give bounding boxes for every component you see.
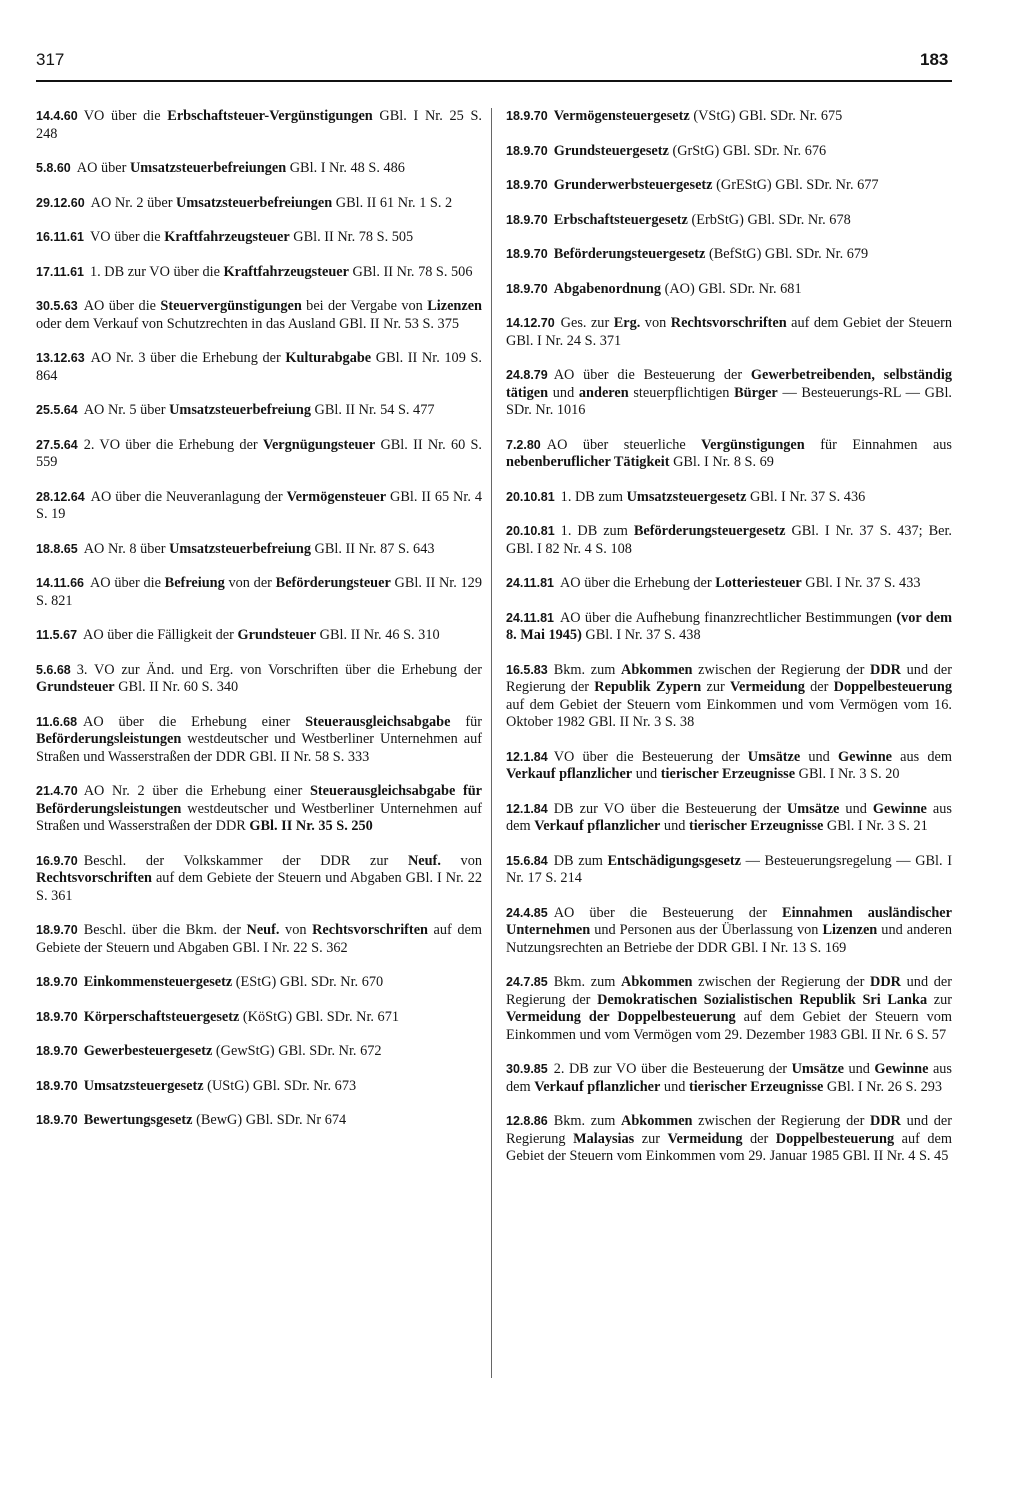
entry-keyword: tierischer Erzeugnisse bbox=[688, 1078, 824, 1095]
entry-text: DB zum bbox=[553, 852, 608, 869]
entry-date: 18.9.70 bbox=[36, 975, 78, 989]
entry-keyword: Neuf. bbox=[407, 852, 441, 869]
entry-text: GBl. I Nr. 37 S. 436 bbox=[746, 488, 866, 505]
entry-text: und der Regierung bbox=[506, 1113, 952, 1147]
law-entry bbox=[36, 853, 482, 906]
entry-date: 30.5.63 bbox=[36, 299, 78, 313]
entry-text: GBl. I Nr. 48 S. 486 bbox=[286, 160, 405, 176]
entry-text: westdeutscher und Westberliner Unternehmen auf Straßen und Wasserstraßen der DDR bbox=[36, 800, 482, 834]
entry-date: 29.12.60 bbox=[36, 195, 85, 210]
law-entry bbox=[506, 437, 952, 472]
entry-text: AO über die Besteuerung der bbox=[553, 904, 783, 921]
entry-date: 18.9.70 bbox=[36, 1009, 78, 1024]
entry-keyword: Kulturabgabe bbox=[285, 350, 372, 366]
entry-text: AO über die bbox=[89, 575, 165, 591]
entry-keyword: nebenberuflicher Tätigkeit bbox=[506, 454, 670, 470]
entry-date: 15.6.84 bbox=[506, 853, 548, 868]
law-entry bbox=[506, 1113, 952, 1166]
entry-text: von der bbox=[224, 575, 276, 591]
entry-keyword: Steuerausgleichsabgabe bbox=[305, 713, 451, 730]
entry-text: GBl. II Nr. 78 S. 505 bbox=[289, 229, 414, 245]
law-entry bbox=[36, 627, 482, 645]
entry-keyword: Vermeidung bbox=[667, 1130, 743, 1147]
law-entry bbox=[506, 662, 952, 732]
entry-text: 2. VO über die Erhebung der bbox=[83, 436, 263, 453]
entry-text: Beschl. über die Bkm. der bbox=[83, 922, 247, 938]
entry-keyword: Beförderungsteuergesetz bbox=[633, 523, 786, 539]
entry-text: aus dem bbox=[506, 800, 952, 834]
entry-keyword: Beförderungsteuergesetz bbox=[553, 246, 706, 262]
entry-date: 18.9.70 bbox=[506, 247, 548, 261]
law-entry bbox=[506, 212, 952, 230]
entry-text: zwischen der Regierung der bbox=[692, 974, 871, 990]
entry-date: 18.8.65 bbox=[36, 541, 78, 556]
entry-date: 14.4.60 bbox=[36, 109, 78, 123]
entry-date: 5.6.68 bbox=[36, 662, 71, 677]
entry-text: der bbox=[742, 1130, 776, 1147]
entry-keyword: Vergnügungsteuer bbox=[262, 436, 376, 453]
law-entry bbox=[506, 246, 952, 264]
entry-text: und der Regierung der bbox=[506, 661, 952, 695]
entry-text: und bbox=[839, 800, 873, 817]
entry-text: und bbox=[800, 748, 838, 765]
entry-date: 18.9.70 bbox=[506, 212, 548, 227]
entry-keyword: Kraftfahrzeugsteuer bbox=[164, 229, 290, 245]
entry-text: aus dem bbox=[506, 1061, 952, 1095]
entry-date: 18.9.70 bbox=[36, 1113, 78, 1127]
entry-text: AO über die Aufhebung finanzrechtlicher Bestimmungen bbox=[559, 609, 897, 626]
entry-keyword: Vermeidung der Doppelbesteuerung bbox=[506, 1009, 736, 1025]
entry-date: 16.5.83 bbox=[506, 662, 548, 677]
entry-keyword: Vermögensteuergesetz bbox=[553, 108, 690, 124]
entry-keyword: Umsatzsteuerbefreiung bbox=[169, 402, 311, 418]
entry-text: und der Regierung der bbox=[506, 974, 952, 1008]
entry-text: von bbox=[279, 922, 313, 938]
entry-date: 18.9.70 bbox=[36, 1044, 78, 1058]
law-entry bbox=[506, 610, 952, 645]
entry-keyword: Abgabenordnung bbox=[553, 280, 661, 297]
law-entry bbox=[36, 350, 482, 385]
entry-keyword: Rechtsvorschriften bbox=[36, 870, 152, 886]
entry-keyword: Abkommen bbox=[621, 661, 693, 678]
entry-keyword: Umsatzsteuerbefreiung bbox=[169, 540, 311, 557]
entry-text: (KöStG) GBl. SDr. Nr. 671 bbox=[239, 1008, 400, 1025]
entry-text: zwischen der Regierung der bbox=[692, 1113, 871, 1129]
entry-text: Beschl. der Volkskammer der DDR zur bbox=[83, 852, 408, 869]
law-entry bbox=[36, 489, 482, 524]
entry-text: (GewStG) GBl. SDr. Nr. 672 bbox=[212, 1043, 382, 1059]
entry-keyword: Körperschaftsteuergesetz bbox=[83, 1008, 240, 1025]
entry-text: und Personen aus der Überlassung von bbox=[590, 922, 823, 938]
entry-text: GBl. II Nr. 46 S. 310 bbox=[316, 627, 440, 643]
entry-text: AO über die Besteuerung der bbox=[553, 367, 751, 383]
entry-text: GBl. II Nr. 129 S. 821 bbox=[36, 575, 482, 609]
entry-text: AO über bbox=[76, 160, 130, 176]
page-number-left: 317 bbox=[36, 50, 65, 69]
law-entry bbox=[506, 315, 952, 350]
entry-text: steuerpflichtigen bbox=[628, 384, 735, 401]
entry-text: zwischen der Regierung der bbox=[692, 661, 871, 678]
entry-date: 28.12.64 bbox=[36, 489, 85, 504]
entry-keyword: Grunderwerbsteuergesetz bbox=[553, 177, 713, 193]
entry-keyword: Grundsteuer bbox=[36, 679, 115, 695]
entry-keyword: Einnahmen ausländischer Unternehmen bbox=[506, 904, 952, 938]
entry-date: 24.4.85 bbox=[506, 905, 548, 920]
entry-date: 16.9.70 bbox=[36, 853, 78, 868]
entry-text: und bbox=[660, 818, 689, 834]
page-number-right: 183 bbox=[920, 50, 949, 69]
entry-keyword: Einkommensteuergesetz bbox=[83, 974, 233, 990]
entry-keyword: Abkommen bbox=[621, 974, 693, 990]
entry-keyword: Erbschaftsteuergesetz bbox=[553, 211, 688, 228]
law-entry bbox=[506, 108, 952, 126]
entry-keyword: Verkauf pflanzlicher bbox=[534, 818, 661, 834]
entry-date: 24.7.85 bbox=[506, 975, 548, 989]
entry-date: 18.9.70 bbox=[506, 143, 548, 158]
entry-text: AO Nr. 5 über bbox=[83, 402, 170, 418]
entry-text: und bbox=[632, 766, 661, 782]
law-entry bbox=[506, 575, 952, 593]
entry-keyword: Steuerausgleichsabgabe für Beförderungsleistungen bbox=[36, 783, 482, 817]
entry-text: DB zur VO über die Besteuerung der bbox=[553, 800, 787, 817]
law-entry bbox=[36, 783, 482, 836]
entry-keyword: anderen bbox=[578, 384, 629, 401]
law-entry bbox=[36, 1078, 482, 1096]
entry-keyword: Bürger bbox=[734, 384, 778, 401]
law-entry bbox=[506, 143, 952, 161]
law-entry bbox=[36, 437, 482, 472]
law-entry bbox=[36, 195, 482, 213]
entry-keyword: Lizenzen bbox=[427, 298, 483, 314]
entry-text: auf dem Gebiet der Steuern vom Einkommen und vom Vermögen vom 29. Dezember 1983 GBl. II Nr. 6 S. 57 bbox=[506, 1009, 952, 1043]
entry-keyword: (vor dem 8. Mai 1945) bbox=[506, 609, 952, 643]
entry-keyword: Befreiung bbox=[164, 575, 225, 591]
entry-text: — Besteuerungsregelung — GBl. I Nr. 17 S. 214 bbox=[506, 852, 953, 886]
entry-text: auf dem Gebiet der Steuern vom Einkommen und vom Vermögen vom 16. Oktober 1982 GBl. II Nr. 3 S. 38 bbox=[506, 696, 952, 730]
entry-text: westdeutscher und Westberliner Unternehmen auf Straßen und Wasserstraßen der DDR GBl. II Nr. 58 S. 333 bbox=[36, 731, 482, 765]
law-entry bbox=[36, 1009, 482, 1027]
law-entry bbox=[506, 281, 952, 299]
law-entry bbox=[506, 489, 952, 507]
entry-text: und anderen Nutzungsrechten an Betriebe der DDR GBl. I Nr. 13 S. 169 bbox=[506, 922, 953, 956]
entry-keyword: Vermeidung bbox=[729, 679, 805, 695]
law-entry bbox=[506, 367, 952, 420]
entry-text: 1. DB zur VO über die bbox=[89, 263, 224, 280]
entry-date: 18.9.70 bbox=[506, 178, 548, 192]
law-entry bbox=[36, 108, 482, 143]
header-rule bbox=[36, 80, 952, 82]
entry-date: 14.12.70 bbox=[506, 316, 555, 330]
entry-text: (ErbStG) GBl. SDr. Nr. 678 bbox=[687, 211, 851, 228]
entry-keyword: Vermögensteuer bbox=[286, 488, 387, 505]
entry-keyword: Gewerbesteuergesetz bbox=[83, 1043, 213, 1059]
law-entry bbox=[506, 801, 952, 836]
law-entry bbox=[506, 1061, 952, 1096]
entry-date: 18.9.70 bbox=[36, 1078, 78, 1093]
law-entry bbox=[36, 1043, 482, 1061]
entry-date: 20.10.81 bbox=[506, 524, 555, 538]
entry-text: GBl. I Nr. 37 S. 437; Ber. GBl. I 82 Nr. 4 S. 108 bbox=[506, 523, 953, 557]
entry-date: 24.8.79 bbox=[506, 368, 548, 382]
entry-date: 11.5.67 bbox=[36, 628, 78, 642]
entry-text: zur bbox=[927, 991, 952, 1008]
entry-keyword: Umsatzsteuergesetz bbox=[626, 488, 747, 505]
entry-keyword: Beförderungsleistungen bbox=[36, 731, 182, 747]
entry-text: oder dem Verkauf von Schutzrechten in das Ausland GBl. II Nr. 53 S. 375 bbox=[36, 315, 460, 332]
entry-text: von bbox=[440, 852, 482, 869]
entry-date: 13.12.63 bbox=[36, 351, 85, 365]
entry-keyword: Kraftfahrzeugsteuer bbox=[223, 263, 349, 280]
entry-text: AO Nr. 2 über die Erhebung einer bbox=[83, 783, 310, 799]
entry-keyword: DDR bbox=[870, 661, 901, 678]
right-column bbox=[506, 108, 952, 1183]
entry-text: (BewG) GBl. SDr. Nr 674 bbox=[192, 1112, 347, 1128]
entry-keyword: Lizenzen bbox=[822, 922, 878, 938]
entry-date: 16.11.61 bbox=[36, 230, 84, 244]
law-entry bbox=[506, 853, 952, 888]
entry-keyword: tierischer Erzeugnisse bbox=[660, 766, 796, 782]
entry-text: GBl. II Nr. 60 S. 340 bbox=[114, 679, 239, 695]
entry-date: 17.11.61 bbox=[36, 264, 84, 279]
entry-text: (GrStG) GBl. SDr. Nr. 676 bbox=[668, 142, 827, 159]
entry-date: 5.8.60 bbox=[36, 161, 71, 175]
entry-text: GBl. II Nr. 78 S. 506 bbox=[348, 263, 473, 280]
entry-text: AO Nr. 3 über die Erhebung der bbox=[90, 350, 286, 366]
law-entry bbox=[506, 523, 952, 558]
entry-date: 25.5.64 bbox=[36, 403, 78, 417]
entry-text: 1. DB zum bbox=[560, 523, 634, 539]
law-entry bbox=[506, 749, 952, 784]
entry-text: GBl. I Nr. 3 S. 20 bbox=[795, 766, 900, 782]
entry-text: GBl. I Nr. 8 S. 69 bbox=[669, 454, 774, 470]
law-entry bbox=[36, 264, 482, 282]
entry-keyword: GBl. II Nr. 35 S. 250 bbox=[249, 818, 373, 834]
law-entry bbox=[36, 541, 482, 559]
entry-keyword: Erbschaftsteuer-Vergünstigungen bbox=[167, 108, 373, 124]
law-entry bbox=[36, 1112, 482, 1130]
entry-text: VO über die bbox=[89, 229, 165, 245]
law-entry bbox=[36, 298, 482, 333]
entry-date: 18.9.70 bbox=[506, 109, 548, 123]
entry-text: 1. DB zum bbox=[560, 488, 627, 505]
entry-keyword: Umsätze bbox=[747, 748, 801, 765]
entry-text: AO Nr. 2 über bbox=[90, 194, 177, 211]
entry-text: AO über die bbox=[83, 298, 161, 314]
entry-text: AO über die Erhebung einer bbox=[83, 713, 306, 730]
entry-text: VO über die Besteuerung der bbox=[553, 748, 748, 765]
entry-text: GBl. II Nr. 87 S. 643 bbox=[310, 540, 435, 557]
entry-text: GBl. I Nr. 3 S. 21 bbox=[823, 818, 928, 834]
entry-text: AO Nr. 8 über bbox=[83, 540, 170, 557]
entry-text: (VStG) GBl. SDr. Nr. 675 bbox=[689, 108, 843, 124]
entry-keyword: DDR bbox=[870, 974, 901, 990]
law-entry bbox=[36, 575, 482, 610]
entry-keyword: Umsatzsteuerbefreiungen bbox=[129, 160, 287, 176]
entry-text: VO über die bbox=[83, 108, 168, 124]
entry-text: (UStG) GBl. SDr. Nr. 673 bbox=[203, 1077, 357, 1094]
entry-text: GBl. I Nr. 25 S. 248 bbox=[36, 108, 482, 142]
law-entry bbox=[506, 905, 952, 958]
law-entry bbox=[36, 160, 482, 178]
entry-keyword: Doppelbesteuerung bbox=[833, 679, 952, 695]
entry-keyword: Gewerbetreibenden, selbständig tätigen bbox=[506, 367, 953, 401]
entry-keyword: Beförderungsteuer bbox=[275, 575, 391, 591]
entry-keyword: Rechtsvorschriften bbox=[670, 315, 787, 331]
entry-text: und bbox=[660, 1078, 689, 1095]
entry-text: GBl. I Nr. 37 S. 438 bbox=[581, 627, 701, 643]
entry-text: AO über die Fälligkeit der bbox=[83, 627, 238, 643]
entry-text: zur bbox=[701, 679, 730, 695]
entry-text: AO über die Neuveranlagung der bbox=[90, 488, 287, 505]
entry-text: zur bbox=[634, 1130, 668, 1147]
entry-text: bei der Vergabe von bbox=[301, 298, 428, 314]
entry-text: auf dem Gebiet der Steuern GBl. I Nr. 24 S. 371 bbox=[506, 315, 953, 349]
entry-text: (AO) GBl. SDr. Nr. 681 bbox=[661, 280, 802, 297]
entry-text: (EStG) GBl. SDr. Nr. 670 bbox=[232, 974, 384, 990]
entry-text: auf dem Gebiet der Steuern vom Einkommen vom 29. Januar 1985 GBl. II Nr. 4 S. 45 bbox=[506, 1130, 952, 1164]
entry-keyword: Grundsteuer bbox=[237, 627, 317, 643]
entry-text: Bkm. zum bbox=[553, 1113, 622, 1129]
entry-date: 12.8.86 bbox=[506, 1114, 548, 1128]
entry-date: 24.11.81 bbox=[506, 610, 554, 625]
entry-keyword: Gewinne bbox=[872, 800, 927, 817]
entry-date: 20.10.81 bbox=[506, 489, 555, 504]
entry-keyword: Steuervergünstigungen bbox=[160, 298, 302, 314]
entry-date: 30.9.85 bbox=[506, 1062, 548, 1076]
entry-text: Bkm. zum bbox=[553, 974, 622, 990]
entry-text: auf dem Gebiete der Steuern und Abgaben GBl. I Nr. 22 S. 361 bbox=[36, 870, 482, 904]
entry-text: von bbox=[640, 315, 671, 331]
entry-text: GBl. II Nr. 60 S. 559 bbox=[36, 436, 482, 470]
entry-date: 27.5.64 bbox=[36, 437, 78, 452]
entry-text: 2. DB zur VO über die Besteuerung der bbox=[553, 1061, 792, 1077]
entry-keyword: tierischer Erzeugnisse bbox=[688, 818, 824, 834]
entry-keyword: Vergünstigungen bbox=[701, 436, 805, 453]
entry-date: 14.11.66 bbox=[36, 576, 84, 590]
law-entry bbox=[506, 974, 952, 1044]
entry-text: (GrEStG) GBl. SDr. Nr. 677 bbox=[712, 177, 879, 193]
entry-date: 12.1.84 bbox=[506, 749, 548, 764]
entry-keyword: Neuf. bbox=[246, 922, 280, 938]
column-divider bbox=[491, 108, 492, 1378]
law-entry bbox=[36, 662, 482, 697]
entry-text: — Besteuerungs-RL — GBl. SDr. Nr. 1016 bbox=[506, 384, 952, 418]
entry-keyword: Gewinne bbox=[874, 1061, 929, 1077]
entry-text: Ges. zur bbox=[560, 315, 614, 331]
entry-keyword: Verkauf pflanzlicher bbox=[506, 766, 633, 782]
entry-keyword: Bewertungsgesetz bbox=[83, 1112, 193, 1128]
entry-keyword: Grundsteuergesetz bbox=[553, 142, 669, 159]
entry-text: GBl. I Nr. 37 S. 433 bbox=[801, 575, 921, 591]
entry-keyword: Gewinne bbox=[837, 748, 892, 765]
entry-date: 18.9.70 bbox=[506, 281, 548, 296]
entry-text: GBl. I Nr. 26 S. 293 bbox=[823, 1078, 943, 1095]
entry-keyword: Umsatzsteuerbefreiungen bbox=[176, 194, 333, 211]
entry-date: 7.2.80 bbox=[506, 437, 541, 452]
entry-text: für Einnahmen aus bbox=[804, 436, 952, 453]
entry-keyword: Umsatzsteuergesetz bbox=[83, 1077, 204, 1094]
entry-text: GBl. II Nr. 109 S. 864 bbox=[36, 350, 482, 384]
entry-text: für bbox=[450, 713, 483, 730]
entry-keyword: Abkommen bbox=[621, 1113, 693, 1129]
entry-keyword: DDR bbox=[870, 1113, 901, 1129]
entry-keyword: Lotteriesteuer bbox=[715, 575, 802, 591]
entry-text: AO über die Erhebung der bbox=[559, 575, 716, 591]
entry-text: der bbox=[804, 679, 834, 695]
entry-text: (BefStG) GBl. SDr. Nr. 679 bbox=[705, 246, 869, 262]
law-entry bbox=[36, 974, 482, 992]
entry-date: 24.11.81 bbox=[506, 576, 554, 590]
entry-text: GBl. II 65 Nr. 4 S. 19 bbox=[36, 488, 482, 522]
entry-text: auf dem Gebiete der Steuern und Abgaben GBl. I Nr. 22 S. 362 bbox=[36, 922, 482, 956]
entry-keyword: Demokratischen Sozialistischen Republik Sri Lanka bbox=[597, 991, 928, 1008]
entry-keyword: Rechtsvorschriften bbox=[312, 922, 428, 938]
entry-date: 12.1.84 bbox=[506, 801, 548, 816]
entry-text: GBl. II Nr. 54 S. 477 bbox=[310, 402, 435, 418]
entry-keyword: Doppelbesteuerung bbox=[775, 1130, 895, 1147]
law-entry bbox=[36, 922, 482, 957]
entry-keyword: Malaysias bbox=[573, 1130, 635, 1147]
entry-keyword: Umsätze bbox=[791, 1061, 844, 1077]
entry-text: aus dem bbox=[892, 748, 953, 765]
entry-keyword: Erg. bbox=[613, 315, 641, 331]
entry-text: GBl. II 61 Nr. 1 S. 2 bbox=[332, 194, 453, 211]
entry-date: 18.9.70 bbox=[36, 923, 78, 937]
law-entry bbox=[506, 177, 952, 195]
entry-keyword: Verkauf pflanzlicher bbox=[534, 1078, 661, 1095]
entry-date: 21.4.70 bbox=[36, 784, 78, 798]
entry-keyword: Entschädigungsgesetz bbox=[607, 852, 741, 869]
left-column bbox=[36, 108, 482, 1147]
entry-text: und bbox=[843, 1061, 875, 1077]
entry-date: 11.6.68 bbox=[36, 714, 78, 729]
law-entry bbox=[36, 714, 482, 767]
law-entry bbox=[36, 229, 482, 247]
entry-text: und bbox=[548, 384, 579, 401]
entry-text: AO über steuerliche bbox=[546, 436, 702, 453]
entry-text: Bkm. zum bbox=[553, 661, 622, 678]
entry-keyword: Umsätze bbox=[786, 800, 840, 817]
law-entry bbox=[36, 402, 482, 420]
entry-keyword: Republik Zypern bbox=[594, 679, 702, 695]
entry-text: 3. VO zur Änd. und Erg. von Vorschriften über die Erhebung der bbox=[76, 661, 482, 678]
